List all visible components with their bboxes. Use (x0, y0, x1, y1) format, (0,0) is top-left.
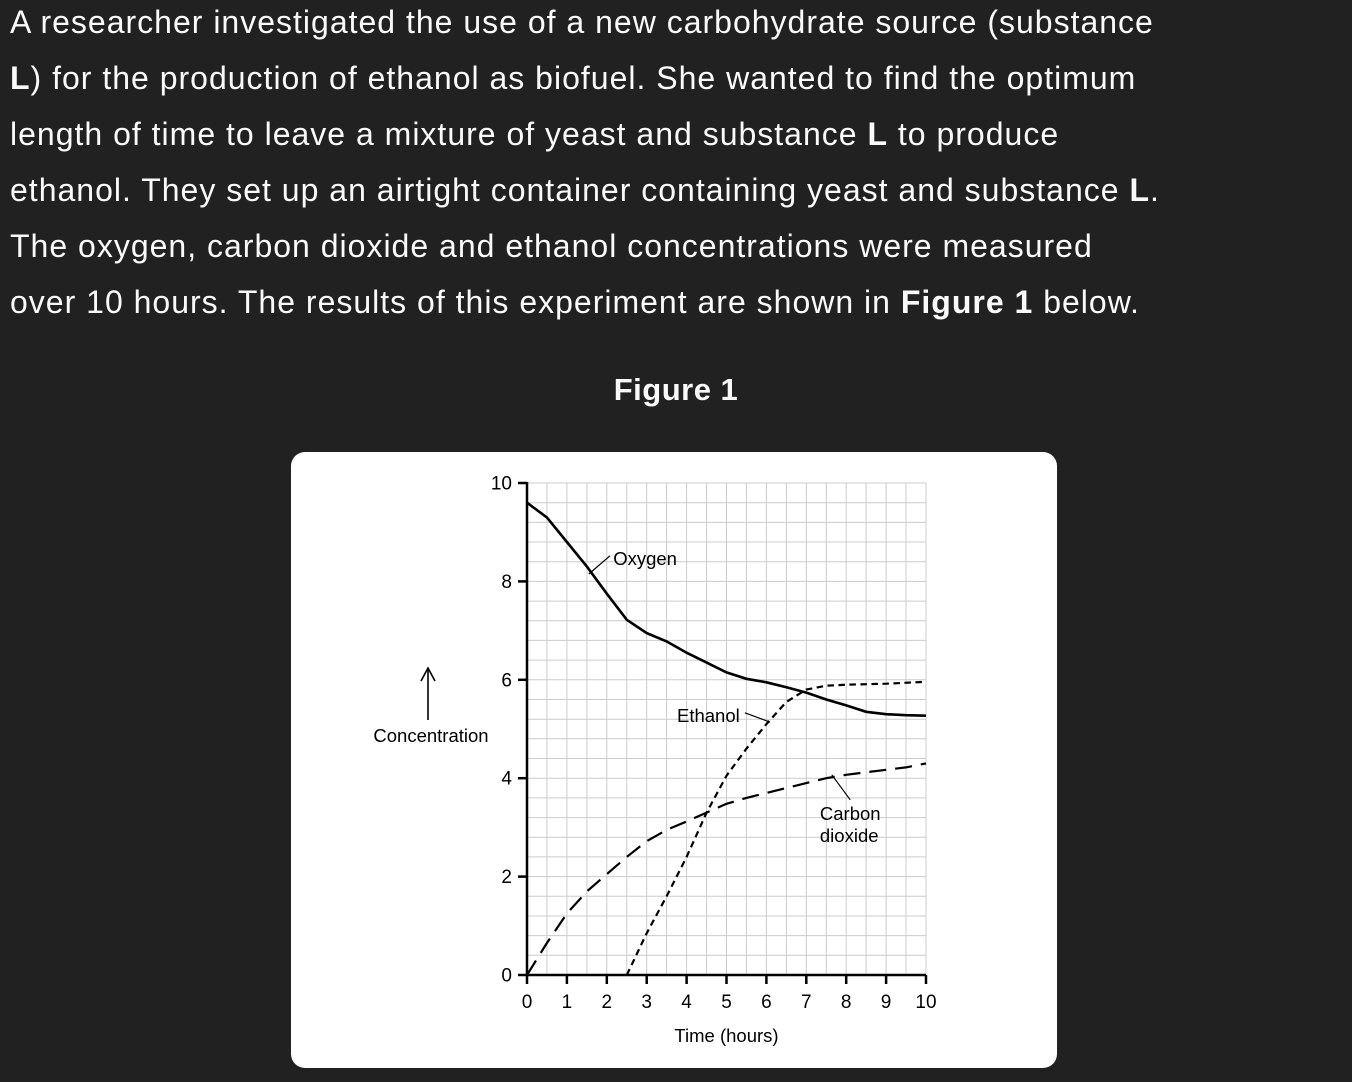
x-tick-label: 6 (761, 992, 772, 1013)
ethanol-label: Ethanol (677, 705, 740, 727)
x-tick-label: 1 (561, 992, 573, 1013)
y-axis-title: Concentration (373, 725, 489, 746)
x-tick-label: 4 (681, 992, 692, 1013)
x-tick-label: 7 (801, 992, 812, 1013)
y-tick-label: 8 (501, 571, 512, 593)
y-tick-label: 6 (501, 670, 512, 692)
y-tick-label: 10 (490, 473, 512, 495)
figure-card (291, 452, 1057, 1068)
y-tick-label: 4 (501, 768, 512, 790)
oxygen-label: Oxygen (613, 548, 677, 570)
paragraph-line: over 10 hours. The results of this experiment are shown in Figure 1 below. (10, 284, 1140, 320)
paragraph-line: The oxygen, carbon dioxide and ethanol concentrations were measured (10, 228, 1093, 264)
x-tick-label: 3 (641, 992, 652, 1013)
y-tick-label: 0 (501, 965, 512, 987)
paragraph-line: A researcher investigated the use of a new carbohydrate source (substance (10, 4, 1154, 40)
carbon-dioxide-label: dioxide (819, 825, 879, 846)
carbon-dioxide-label: Carbon (819, 803, 881, 824)
paragraph-line: L) for the production of ethanol as biofuel. She wanted to find the optimum (10, 60, 1137, 96)
x-tick-label: 0 (521, 992, 533, 1013)
paragraph-line: ethanol. They set up an airtight container containing yeast and substance L. (10, 172, 1160, 208)
paragraph-line: length of time to leave a mixture of yeast and substance L to produce (10, 116, 1060, 152)
x-tick-label: 8 (840, 992, 852, 1013)
x-tick-label: 5 (721, 992, 732, 1013)
y-tick-label: 2 (501, 867, 512, 889)
x-tick-label: 2 (601, 992, 613, 1013)
x-tick-label: 10 (915, 992, 937, 1013)
figure-chart-svg (291, 452, 1057, 1068)
figure-title: Figure 1 (613, 372, 739, 407)
intro-paragraph (10, 0, 1160, 330)
x-tick-label: 9 (880, 992, 892, 1013)
x-axis-title: Time (hours) (674, 1025, 779, 1046)
